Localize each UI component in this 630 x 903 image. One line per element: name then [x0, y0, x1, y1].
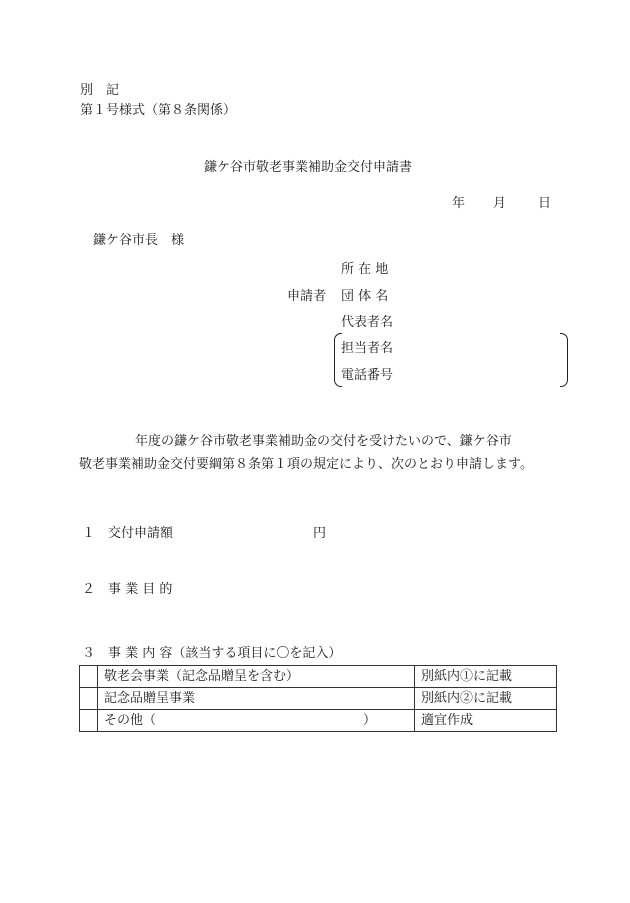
contact-bracket-right	[560, 333, 568, 387]
item1-label: 交付申請額	[108, 526, 174, 541]
applicant-label: 申請者	[287, 289, 327, 304]
check-cell[interactable]	[80, 688, 98, 710]
other-close-paren: ）	[362, 713, 376, 728]
business-note: 別紙内②に記載	[415, 688, 557, 710]
contact-person-label: 担当者名	[341, 341, 394, 356]
business-name: 敬老会事業（記念品贈呈を含む）	[98, 666, 415, 688]
form-number: 第１号様式（第８条関係）	[80, 103, 237, 118]
check-cell[interactable]	[80, 666, 98, 688]
item2-label: 事 業 目 的	[108, 582, 173, 597]
address-label: 所 在 地	[341, 262, 389, 277]
org-name-label: 団 体 名	[341, 289, 389, 304]
body-line-2: 敬老事業補助金交付要綱第８条第１項の規定により、次のとおり申請します。	[79, 457, 533, 472]
bekki-label: 別 記	[80, 83, 120, 98]
date-year: 年	[452, 196, 466, 211]
table-row	[80, 666, 557, 688]
business-note: 適宜作成	[415, 710, 557, 732]
item1-unit: 円	[313, 526, 327, 541]
other-open-label: その他（	[104, 713, 157, 728]
item1-number: １	[82, 526, 96, 541]
body-line-1: 年度の鎌ケ谷市敬老事業補助金の交付を受けたいので、鎌ケ谷市	[135, 434, 512, 449]
business-note: 別紙内①に記載	[415, 666, 557, 688]
item3-number: ３	[82, 646, 96, 661]
business-name-other[interactable]	[98, 710, 415, 732]
table-row	[80, 710, 557, 732]
business-name: 記念品贈呈事業	[98, 688, 415, 710]
date-month: 月	[493, 196, 507, 211]
table-row	[80, 688, 557, 710]
date-day: 日	[538, 196, 552, 211]
document-title: 鎌ケ谷市敬老事業補助金交付申請書	[204, 160, 413, 175]
item2-number: ２	[82, 582, 96, 597]
check-cell[interactable]	[80, 710, 98, 732]
addressee: 鎌ケ谷市長 様	[93, 233, 185, 248]
business-content-table	[79, 665, 557, 732]
item3-label: 事 業 内 容（該当する項目に〇を記入）	[108, 646, 342, 661]
representative-label: 代表者名	[341, 315, 394, 330]
phone-label: 電話番号	[341, 368, 394, 383]
